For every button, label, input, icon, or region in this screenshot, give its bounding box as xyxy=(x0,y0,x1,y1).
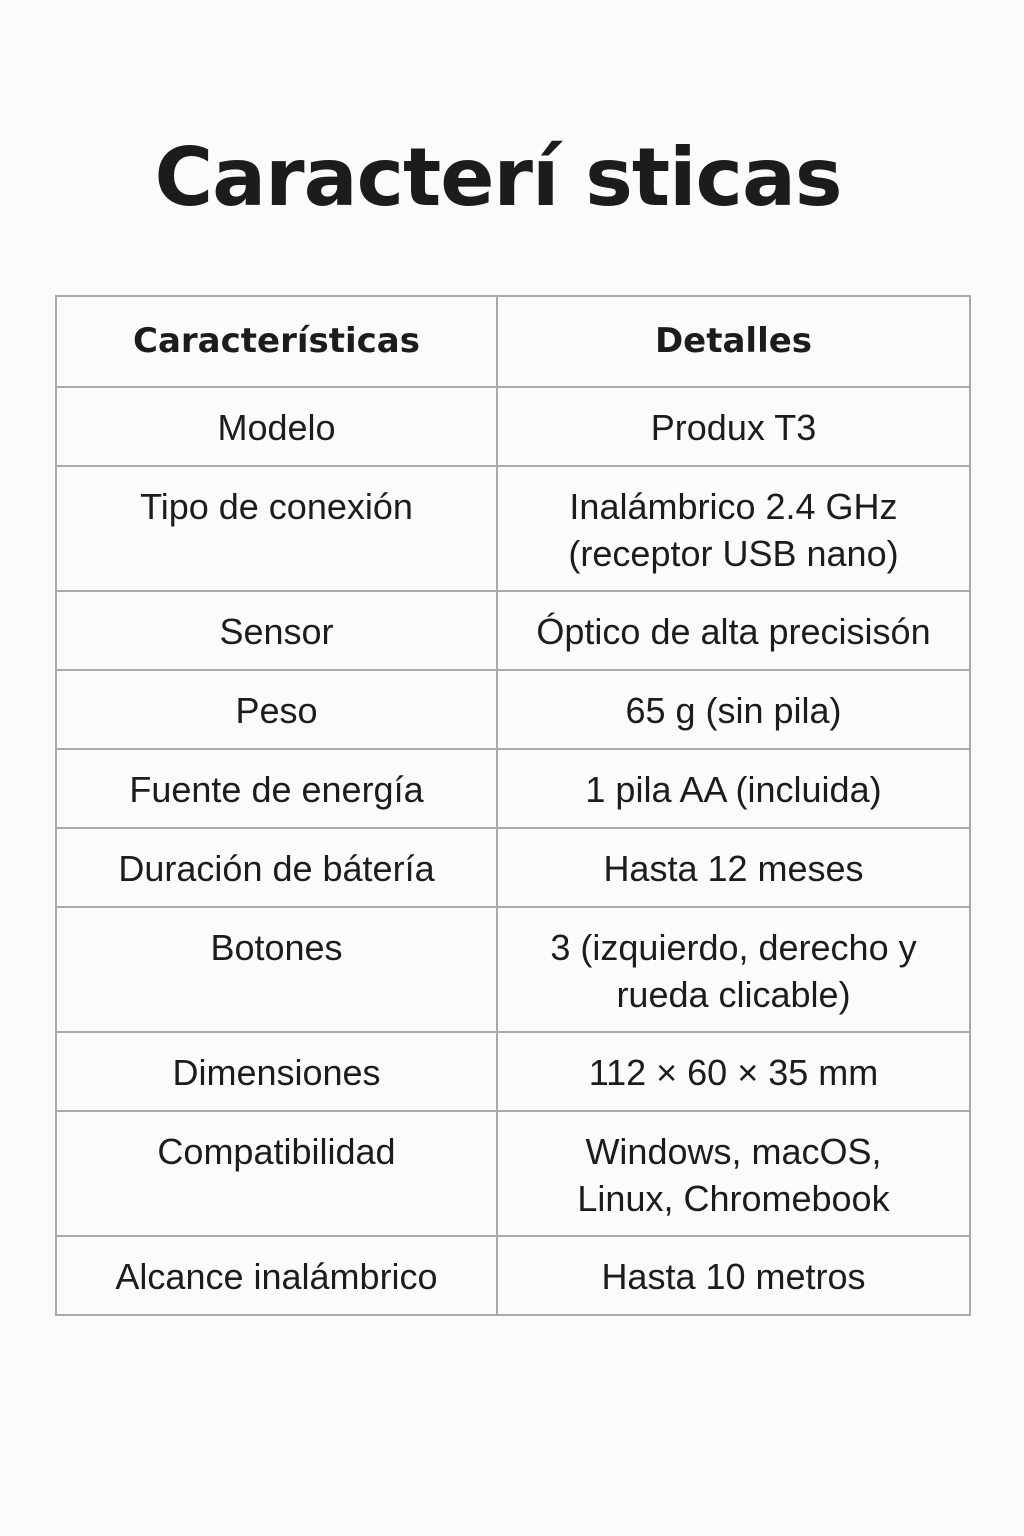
feature-label: Botones xyxy=(210,927,343,968)
feature-label: Tipo de conexión xyxy=(140,486,413,527)
detail-value: Óptico de alta precisisón xyxy=(536,611,931,652)
column-header-details: Detalles xyxy=(497,296,970,387)
feature-label: Modelo xyxy=(217,407,336,448)
feature-label: Fuente de energía xyxy=(129,769,424,810)
detail-value: 65 g (sin pila) xyxy=(625,690,842,731)
feature-label: Duración de bátería xyxy=(118,848,435,889)
feature-cell xyxy=(56,828,497,907)
feature-label: Dimensiones xyxy=(172,1052,381,1093)
detail-value: 3 (izquierdo, derecho y rueda clicable) xyxy=(550,927,917,1015)
detail-value: Hasta 10 metros xyxy=(601,1256,866,1297)
table-row xyxy=(56,1111,970,1236)
detail-cell xyxy=(497,1236,970,1315)
table-row xyxy=(56,749,970,828)
feature-cell xyxy=(56,907,497,1032)
table-header-row xyxy=(56,296,970,387)
feature-label: Compatibilidad xyxy=(157,1131,396,1172)
table-row xyxy=(56,670,970,749)
detail-cell xyxy=(497,387,970,466)
detail-value: Hasta 12 meses xyxy=(603,848,864,889)
detail-value: Windows, macOS, Linux, Chromebook xyxy=(577,1131,890,1219)
detail-value: Inalámbrico 2.4 GHz (receptor USB nano) xyxy=(568,486,899,574)
table-row xyxy=(56,828,970,907)
table-row xyxy=(56,1236,970,1315)
feature-cell xyxy=(56,670,497,749)
detail-value: 1 pila AA (incluida) xyxy=(585,769,882,810)
table-row xyxy=(56,387,970,466)
spec-table xyxy=(55,295,971,1316)
detail-cell xyxy=(497,466,970,591)
detail-cell xyxy=(497,749,970,828)
feature-cell xyxy=(56,591,497,670)
table-row xyxy=(56,466,970,591)
detail-value: Produx T3 xyxy=(650,407,817,448)
detail-value: 112 × 60 × 35 mm xyxy=(588,1052,879,1093)
page-title: Caracterí sticas xyxy=(154,131,842,224)
feature-label: Peso xyxy=(235,690,318,731)
feature-cell xyxy=(56,749,497,828)
feature-label: Sensor xyxy=(219,611,334,652)
detail-cell xyxy=(497,670,970,749)
table-row xyxy=(56,907,970,1032)
feature-cell xyxy=(56,387,497,466)
column-header-features: Características xyxy=(56,296,497,387)
feature-cell xyxy=(56,1236,497,1315)
detail-cell xyxy=(497,1111,970,1236)
feature-cell xyxy=(56,466,497,591)
detail-cell xyxy=(497,1032,970,1111)
feature-label: Alcance inalámbrico xyxy=(115,1256,438,1297)
detail-cell xyxy=(497,591,970,670)
feature-cell xyxy=(56,1111,497,1236)
detail-cell xyxy=(497,828,970,907)
table-row xyxy=(56,1032,970,1111)
table-row xyxy=(56,591,970,670)
feature-cell xyxy=(56,1032,497,1111)
detail-cell xyxy=(497,907,970,1032)
